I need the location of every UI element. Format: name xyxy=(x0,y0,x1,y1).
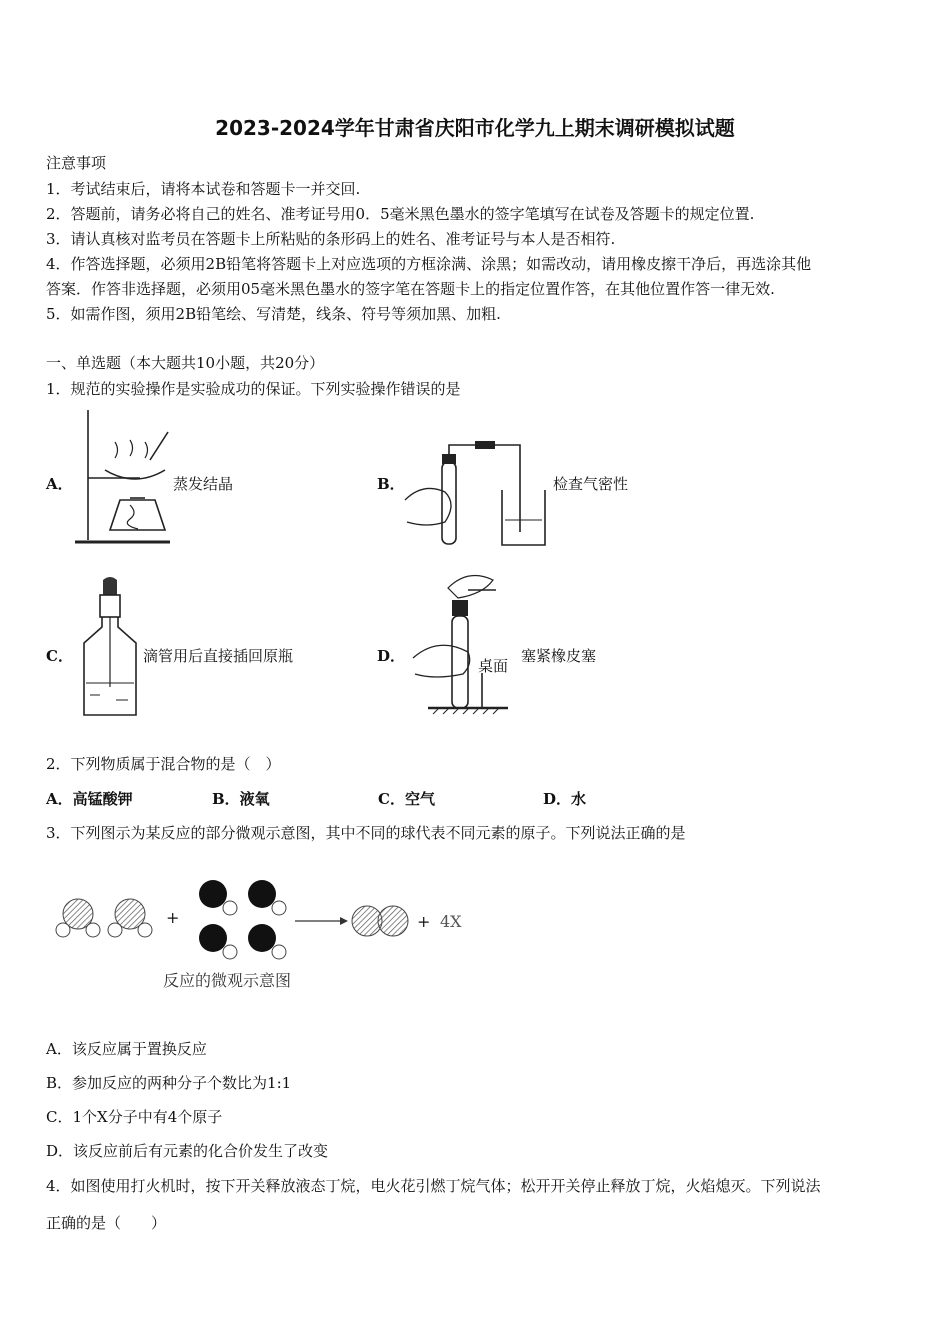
q2-option-d: D．水 xyxy=(543,790,587,808)
question-2-stem: 2．下列物质属于混合物的是（ ） xyxy=(46,755,281,773)
airtightness-check-figure xyxy=(405,440,555,550)
table-surface-label: 桌面 xyxy=(478,657,509,675)
product-x-label: 4X xyxy=(440,912,462,931)
q3-option-a: A．该反应属于置换反应 xyxy=(46,1040,207,1058)
option-b-caption: 检查气密性 xyxy=(553,475,629,493)
q3-option-d: D．该反应前后有元素的化合价发生了改变 xyxy=(46,1142,329,1160)
notice-item: 5．如需作图，须用2B铅笔绘、写清楚，线条、符号等须加黑、加粗. xyxy=(46,305,501,323)
stopper-pressing-figure xyxy=(408,568,518,718)
question-1-stem: 1．规范的实验操作是实验成功的保证。下列实验操作错误的是 xyxy=(46,380,461,398)
q2-option-a: A．高锰酸钾 xyxy=(46,790,133,808)
question-3-stem: 3．下列图示为某反应的部分微观示意图，其中不同的球代表不同元素的原子。下列说法正确的是 xyxy=(46,824,686,842)
notice-item: 3．请认真核对监考员在答题卡上所粘贴的条形码上的姓名、准考证号与本人是否相符. xyxy=(46,230,616,248)
option-d-letter: D． xyxy=(377,647,406,665)
plus-sign: + xyxy=(166,908,180,927)
notice-item: 1．考试结束后，请将本试卷和答题卡一并交回. xyxy=(46,180,361,198)
page-title: 2023-2024学年甘肃省庆阳市化学九上期末调研模拟试题 xyxy=(215,116,735,140)
option-a-letter: A． xyxy=(46,475,73,493)
option-d-caption: 塞紧橡皮塞 xyxy=(521,647,597,665)
notice-heading: 注意事项 xyxy=(46,154,107,172)
notice-item: 答案．作答非选择题，必须用05毫米黑色墨水的签字笔在答题卡上的指定位置作答，在其他位置作答一律无效. xyxy=(46,280,775,298)
notice-item: 4．作答选择题，必须用2B铅笔将答题卡上对应选项的方框涂满、涂黑；如需改动，请用橡皮擦干净后，再选涂其他 xyxy=(46,255,812,273)
reaction-diagram xyxy=(50,870,480,960)
option-c-letter: C． xyxy=(46,647,73,665)
option-a-caption: 蒸发结晶 xyxy=(173,475,234,493)
dropper-bottle-figure xyxy=(80,575,140,720)
section-heading: 一、单选题（本大题共10小题，共20分） xyxy=(46,354,325,372)
q3-option-b: B．参加反应的两种分子个数比为1:1 xyxy=(46,1074,292,1092)
question-4-stem-cont: 正确的是（ ） xyxy=(46,1214,167,1232)
question-4-stem: 4．如图使用打火机时，按下开关释放液态丁烷，电火花引燃丁烷气体；松开开关停止释放丁烷，火焰熄灭。下列说法 xyxy=(46,1177,821,1195)
plus-sign: + xyxy=(417,912,431,931)
diagram-caption: 反应的微观示意图 xyxy=(163,971,292,990)
q2-option-b: B．液氧 xyxy=(212,790,270,808)
option-c-caption: 滴管用后直接插回原瓶 xyxy=(143,647,294,665)
evaporation-apparatus-figure xyxy=(70,410,180,545)
notice-item: 2．答题前，请务必将自己的姓名、准考证号用0．5毫米黑色墨水的签字笔填写在试卷及答题卡的规定位置. xyxy=(46,205,755,223)
option-b-letter: B． xyxy=(377,475,405,493)
q3-option-c: C．1个X分子中有4个原子 xyxy=(46,1108,223,1126)
q2-option-c: C．空气 xyxy=(378,790,435,808)
